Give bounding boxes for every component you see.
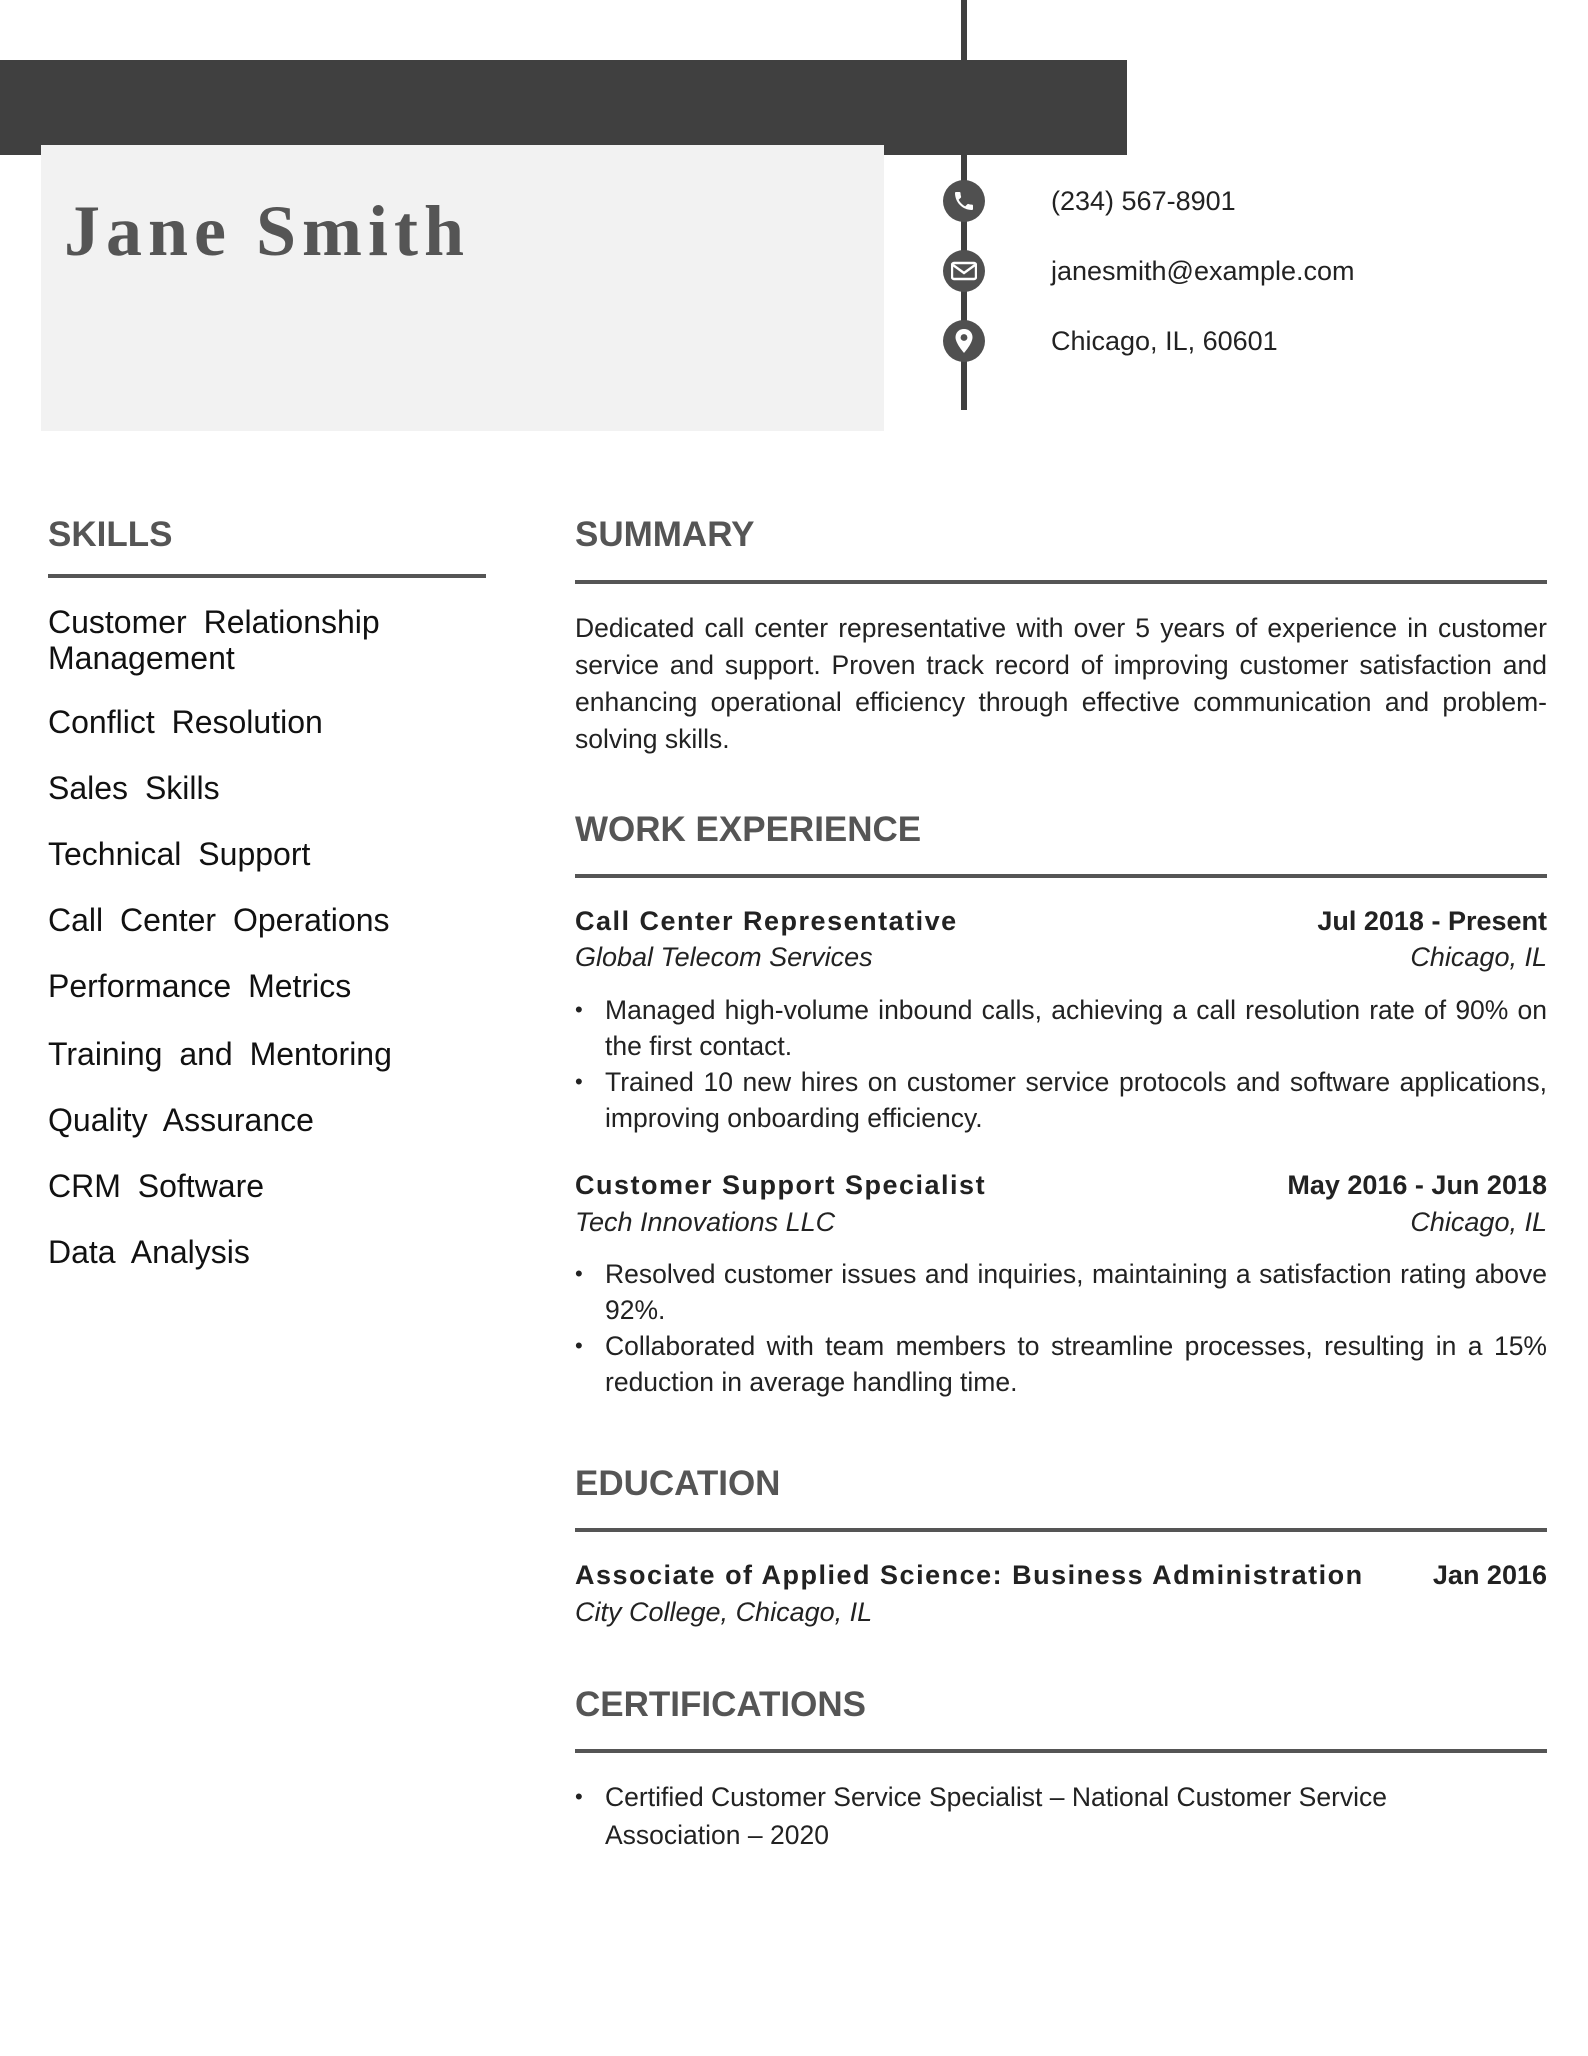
- name-box: [41, 145, 884, 431]
- job-header: [575, 1170, 1547, 1201]
- summary-heading: SUMMARY: [575, 515, 755, 554]
- skill-item: Quality Assurance: [48, 1102, 314, 1138]
- skills-heading: SKILLS: [48, 515, 173, 554]
- skill-item: Performance Metrics: [48, 968, 352, 1004]
- experience-heading: WORK EXPERIENCE: [575, 810, 922, 849]
- header-bar: [0, 60, 1127, 155]
- job-subheader: [575, 1207, 1547, 1238]
- job-bullets: [575, 992, 1547, 1136]
- email-icon: [943, 250, 985, 292]
- skill-item: Training and Mentoring: [48, 1036, 392, 1072]
- education-header: [575, 1560, 1547, 1591]
- job-company: Tech Innovations LLC: [575, 1207, 836, 1237]
- skill-item: Call Center Operations: [48, 902, 390, 938]
- summary-divider: [575, 580, 1547, 584]
- job-header: [575, 906, 1547, 937]
- education-school: City College, Chicago, IL: [575, 1597, 873, 1627]
- skill-item: Customer Relationship Management: [48, 604, 380, 676]
- education-divider: [575, 1528, 1547, 1532]
- contact-phone: [943, 179, 1236, 223]
- job-subheader: [575, 942, 1547, 973]
- phone-icon: [943, 180, 985, 222]
- job-dates: May 2016 - Jun 2018: [1287, 1170, 1547, 1200]
- job-title: Call Center Representative: [575, 906, 958, 936]
- job-bullet: • Collaborated with team members to streamline processes, resulting in a 15% reduction in average handling time.: [575, 1328, 1547, 1400]
- experience-divider: [575, 874, 1547, 878]
- education-subheader: [575, 1597, 1547, 1628]
- job-bullets: [575, 1256, 1547, 1400]
- phone-text: (234) 567-8901: [1051, 185, 1236, 216]
- skill-item: Conflict Resolution: [48, 704, 323, 740]
- certifications-divider: [575, 1749, 1547, 1753]
- certifications-heading: CERTIFICATIONS: [575, 1685, 867, 1724]
- skill-item: Sales Skills: [48, 770, 220, 806]
- job-location: Chicago, IL: [1410, 942, 1547, 972]
- contact-email: [943, 249, 1355, 293]
- summary-text: Dedicated call center representative with over 5 years of experience in customer service and support. Proven track record of improving customer satisfaction and enhancing operational efficiency through effective communication and problem-solving skills.: [575, 613, 1547, 754]
- email-text: janesmith@example.com: [1051, 255, 1355, 286]
- job-title: Customer Support Specialist: [575, 1170, 987, 1200]
- education-heading: EDUCATION: [575, 1464, 781, 1503]
- skill-item: Data Analysis: [48, 1234, 250, 1270]
- location-text: Chicago, IL, 60601: [1051, 325, 1278, 356]
- skills-divider: [48, 574, 486, 578]
- certification-item: • Certified Customer Service Specialist – National Customer Service Association – 2020: [575, 1778, 1455, 1854]
- job-bullet: • Managed high-volume inbound calls, achieving a call resolution rate of 90% on the first contact.: [575, 992, 1547, 1064]
- job-bullet: • Trained 10 new hires on customer service protocols and software applications, improving onboarding efficiency.: [575, 1064, 1547, 1136]
- skill-item: CRM Software: [48, 1168, 265, 1204]
- job-location: Chicago, IL: [1410, 1207, 1547, 1237]
- education-degree: Associate of Applied Science: Business Administration: [575, 1560, 1364, 1590]
- location-icon: [943, 320, 985, 362]
- certifications-list: [575, 1778, 1455, 1854]
- skill-item: Technical Support: [48, 836, 311, 872]
- job-bullet: • Resolved customer issues and inquiries, maintaining a satisfaction rating above 92%.: [575, 1256, 1547, 1328]
- contact-location: [943, 319, 1278, 363]
- education-date: Jan 2016: [1432, 1560, 1547, 1590]
- candidate-name: Jane Smith: [64, 191, 471, 271]
- job-dates: Jul 2018 - Present: [1317, 906, 1547, 936]
- skills-list: [48, 604, 488, 1270]
- job-company: Global Telecom Services: [575, 942, 873, 972]
